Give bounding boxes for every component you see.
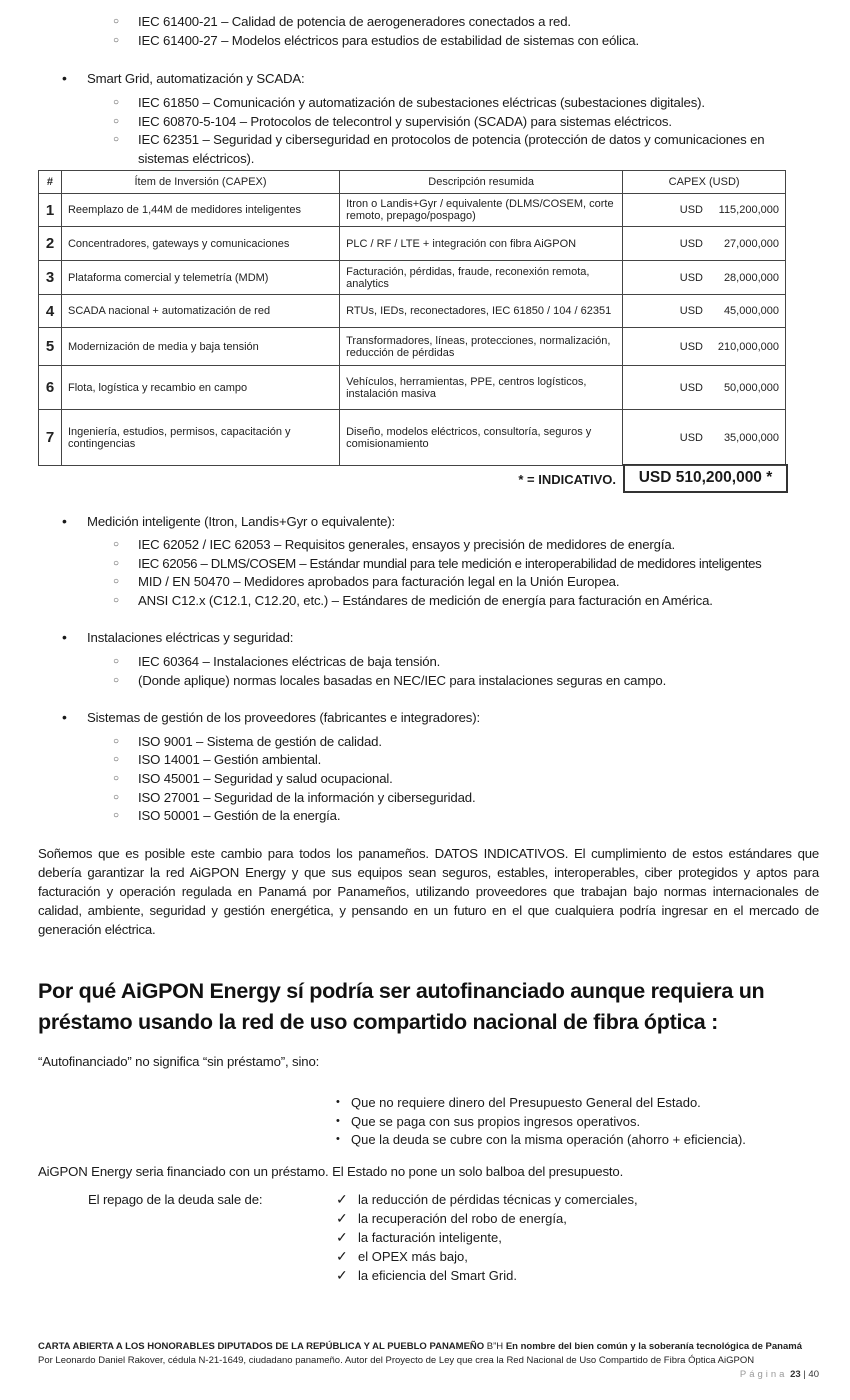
section-heading: Por qué AiGPON Energy sí podría ser autofinanciado aunque requiera un préstamo usando la red de uso compartido nacional de fibra óptica :: [38, 979, 765, 1034]
capex-total: USD 510,200,000 *: [623, 464, 788, 493]
row-item: Reemplazo de 1,44M de medidores inteligentes: [61, 194, 339, 227]
table-row: [39, 295, 786, 328]
page-footer: CARTA ABIERTA A LOS HONORABLES DIPUTADOS DE LA REPÚBLICA Y AL PUEBLO PANAMEÑO B”H En nombre del bien común y la soberanía tecnológica de Panamá Por Leonardo Daniel Rakover, cédula N-21-1649, ciudadano panameño. Autor del Proyecto de Ley que crea la Red Nacional de Uso Compartido de Fibra Óptica AiGPON: [38, 1341, 802, 1366]
row-item: Flota, logística y recambio en campo: [61, 366, 339, 410]
indicative-note: * = INDICATIVO.: [518, 472, 616, 487]
checkmark-icon: ✓: [336, 1229, 348, 1245]
table-row: [39, 227, 786, 261]
row-item: Concentradores, gateways y comunicaciones: [61, 227, 339, 261]
table-row: [39, 194, 786, 227]
column-header-description: Descripción resumida: [340, 171, 623, 194]
row-description: Diseño, modelos eléctricos, consultoría, seguros y comisionamiento: [340, 410, 623, 466]
circle-bullet-icon: ○: [113, 675, 119, 686]
checkmark-icon: ✓: [336, 1267, 348, 1283]
bullet-icon: •: [62, 513, 67, 529]
column-header-capex: CAPEX (USD): [623, 171, 786, 194]
row-item: Plataforma comercial y telemetría (MDM): [61, 261, 339, 295]
circle-bullet-icon: ○: [113, 792, 119, 803]
row-number: 7: [39, 410, 62, 466]
row-amount: USD 28,000,000: [623, 261, 786, 295]
autofinanciado-intro: “Autofinanciado” no significa “sin préstamo”, sino:: [38, 1054, 320, 1069]
column-header-item: Ítem de Inversión (CAPEX): [61, 171, 339, 194]
row-description: Itron o Landis+Gyr / equivalente (DLMS/COSEM, corte remoto, prepago/pospago): [340, 194, 623, 227]
table-row: [39, 328, 786, 366]
row-item: Ingeniería, estudios, permisos, capacitación y contingencias: [61, 410, 339, 466]
circle-bullet-icon: ○: [113, 539, 119, 550]
body-paragraph: Soñemos que es posible este cambio para todos los panameños. DATOS INDICATIVOS. El cumplimiento de estos estándares que debería garantizar la red AiGPON Energy y que sus equipos sean seguros, estables, interoperables, ciber protegidos y aptos para facturación y operación regulada en Panamá por Panameños, utilizando proveedores que trabajan bajo normas internacionales de calidad, ambiente, seguridad y gestión energética, y pensando en un futuro en el que cualquiera podría ingresar en el mercado de generación eléctrica.: [38, 846, 819, 937]
table-row: [39, 261, 786, 295]
circle-bullet-icon: ○: [113, 558, 119, 569]
circle-bullet-icon: ○: [113, 35, 119, 46]
bullet-icon: •: [336, 1096, 340, 1108]
circle-bullet-icon: ○: [113, 773, 119, 784]
row-description: PLC / RF / LTE + integración con fibra AiGPON: [340, 227, 623, 261]
table-row: [39, 366, 786, 410]
circle-bullet-icon: ○: [113, 656, 119, 667]
financing-statement: AiGPON Energy seria financiado con un préstamo. El Estado no pone un solo balboa del presupuesto.: [38, 1164, 624, 1179]
row-item: Modernización de media y baja tensión: [61, 328, 339, 366]
circle-bullet-icon: ○: [113, 134, 119, 145]
row-number: 3: [39, 261, 62, 295]
circle-bullet-icon: ○: [113, 16, 119, 27]
circle-bullet-icon: ○: [113, 576, 119, 587]
bullet-icon: •: [336, 1133, 340, 1145]
row-number: 1: [39, 194, 62, 227]
row-amount: USD 210,000,000: [623, 328, 786, 366]
circle-bullet-icon: ○: [113, 810, 119, 821]
row-amount: USD 115,200,000: [623, 194, 786, 227]
row-number: 5: [39, 328, 62, 366]
circle-bullet-icon: ○: [113, 595, 119, 606]
row-amount: USD 45,000,000: [623, 295, 786, 328]
checkmark-icon: ✓: [336, 1191, 348, 1207]
checkmark-icon: ✓: [336, 1210, 348, 1226]
bullet-icon: •: [62, 629, 67, 645]
capex-table: [38, 170, 786, 466]
row-number: 6: [39, 366, 62, 410]
row-description: Transformadores, líneas, protecciones, normalización, reducción de pérdidas: [340, 328, 623, 366]
circle-bullet-icon: ○: [113, 97, 119, 108]
row-description: Facturación, pérdidas, fraude, reconexión remota, analytics: [340, 261, 623, 295]
bullet-icon: •: [62, 709, 67, 725]
repago-label: El repago de la deuda sale de:: [88, 1192, 263, 1207]
row-description: Vehículos, herramientas, PPE, centros logísticos, instalación masiva: [340, 366, 623, 410]
circle-bullet-icon: ○: [113, 754, 119, 765]
table-header-row: [39, 171, 786, 194]
table-row: [39, 410, 786, 466]
row-amount: USD 35,000,000: [623, 410, 786, 466]
row-amount: USD 27,000,000: [623, 227, 786, 261]
row-amount: USD 50,000,000: [623, 366, 786, 410]
row-description: RTUs, IEDs, reconectadores, IEC 61850 / 104 / 62351: [340, 295, 623, 328]
row-number: 2: [39, 227, 62, 261]
bullet-icon: •: [336, 1115, 340, 1127]
bullet-icon: •: [62, 70, 67, 86]
circle-bullet-icon: ○: [113, 736, 119, 747]
page-number: Página 23 | 40: [739, 1369, 819, 1380]
row-item: SCADA nacional + automatización de red: [61, 295, 339, 328]
row-number: 4: [39, 295, 62, 328]
checkmark-icon: ✓: [336, 1248, 348, 1264]
circle-bullet-icon: ○: [113, 116, 119, 127]
column-header-number: #: [39, 171, 62, 194]
